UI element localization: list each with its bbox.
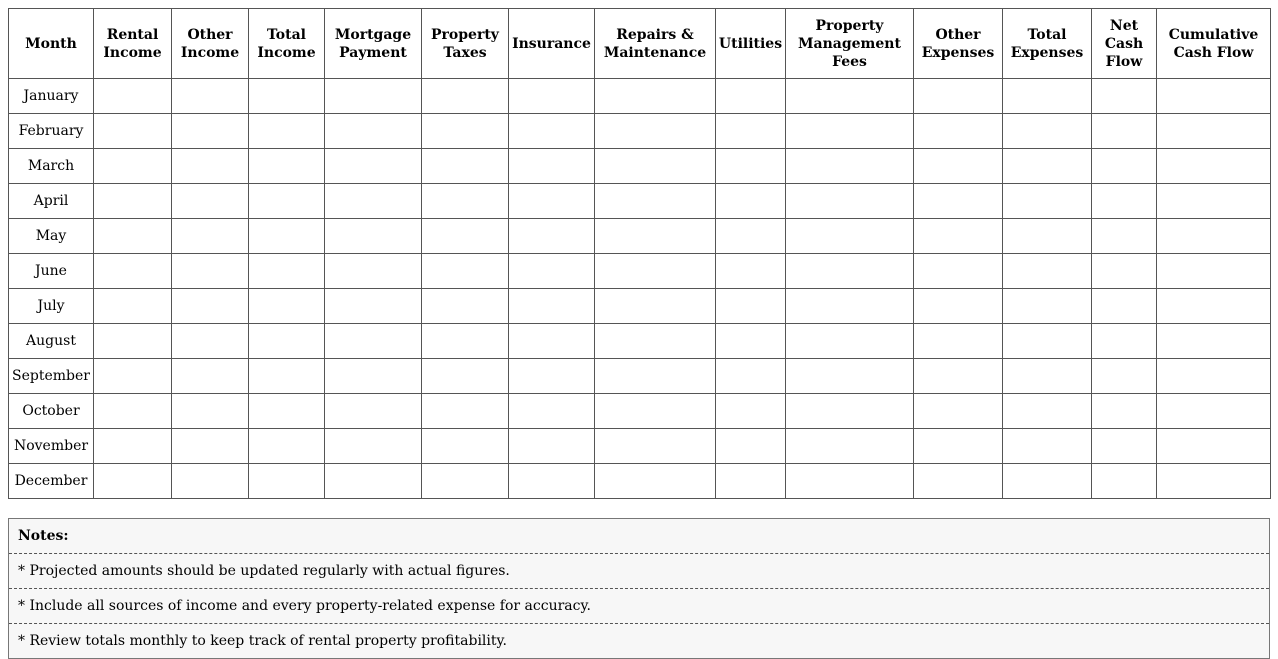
value-cell[interactable] <box>716 324 786 359</box>
value-cell[interactable] <box>1157 429 1271 464</box>
table-row <box>9 184 1271 219</box>
value-cell[interactable] <box>786 254 914 289</box>
value-cell[interactable] <box>172 359 249 394</box>
value-cell[interactable] <box>1092 289 1157 324</box>
value-cell[interactable] <box>1157 114 1271 149</box>
value-cell[interactable] <box>249 184 325 219</box>
value-cell[interactable] <box>914 184 1003 219</box>
table-row <box>9 289 1271 324</box>
header-row <box>9 9 1271 79</box>
month-cell: February <box>9 114 94 149</box>
value-cell[interactable] <box>716 464 786 499</box>
notes-title: Notes: <box>18 528 69 544</box>
value-cell[interactable] <box>1157 254 1271 289</box>
value-cell[interactable] <box>1092 184 1157 219</box>
value-cell[interactable] <box>914 394 1003 429</box>
value-cell[interactable] <box>595 464 716 499</box>
value-cell[interactable] <box>1157 149 1271 184</box>
value-cell[interactable] <box>595 394 716 429</box>
value-cell[interactable] <box>172 324 249 359</box>
value-cell[interactable] <box>914 254 1003 289</box>
month-cell: November <box>9 429 94 464</box>
note-item: * Review totals monthly to keep track of rental property profitability. <box>9 623 1269 658</box>
value-cell[interactable] <box>1003 359 1092 394</box>
value-cell[interactable] <box>1092 254 1157 289</box>
table-row <box>9 79 1271 114</box>
value-cell[interactable] <box>595 324 716 359</box>
value-cell[interactable] <box>1092 394 1157 429</box>
value-cell[interactable] <box>325 114 422 149</box>
value-cell[interactable] <box>509 114 595 149</box>
table-row <box>9 324 1271 359</box>
value-cell[interactable] <box>786 184 914 219</box>
value-cell[interactable] <box>325 359 422 394</box>
value-cell[interactable] <box>172 429 249 464</box>
value-cell[interactable] <box>509 464 595 499</box>
month-cell: March <box>9 149 94 184</box>
month-cell: September <box>9 359 94 394</box>
month-cell: June <box>9 254 94 289</box>
value-cell[interactable] <box>1003 429 1092 464</box>
table-row <box>9 394 1271 429</box>
value-cell[interactable] <box>249 429 325 464</box>
value-cell[interactable] <box>1092 324 1157 359</box>
value-cell[interactable] <box>1157 324 1271 359</box>
value-cell[interactable] <box>1003 114 1092 149</box>
value-cell[interactable] <box>914 324 1003 359</box>
value-cell[interactable] <box>914 219 1003 254</box>
value-cell[interactable] <box>595 79 716 114</box>
value-cell[interactable] <box>914 289 1003 324</box>
value-cell[interactable] <box>1157 219 1271 254</box>
month-cell: January <box>9 79 94 114</box>
value-cell[interactable] <box>422 289 509 324</box>
value-cell[interactable] <box>249 464 325 499</box>
value-cell[interactable] <box>1092 429 1157 464</box>
value-cell[interactable] <box>509 149 595 184</box>
value-cell[interactable] <box>1003 219 1092 254</box>
value-cell[interactable] <box>786 79 914 114</box>
value-cell[interactable] <box>509 394 595 429</box>
value-cell[interactable] <box>94 254 172 289</box>
value-cell[interactable] <box>716 289 786 324</box>
value-cell[interactable] <box>249 149 325 184</box>
value-cell[interactable] <box>172 219 249 254</box>
value-cell[interactable] <box>249 79 325 114</box>
month-cell: July <box>9 289 94 324</box>
value-cell[interactable] <box>422 394 509 429</box>
value-cell[interactable] <box>786 429 914 464</box>
value-cell[interactable] <box>325 184 422 219</box>
value-cell[interactable] <box>325 429 422 464</box>
value-cell[interactable] <box>94 184 172 219</box>
value-cell[interactable] <box>94 114 172 149</box>
value-cell[interactable] <box>94 394 172 429</box>
value-cell[interactable] <box>422 324 509 359</box>
value-cell[interactable] <box>1003 149 1092 184</box>
value-cell[interactable] <box>786 289 914 324</box>
value-cell[interactable] <box>595 114 716 149</box>
value-cell[interactable] <box>1157 79 1271 114</box>
value-cell[interactable] <box>1092 359 1157 394</box>
value-cell[interactable] <box>509 289 595 324</box>
notes-panel <box>8 518 1270 659</box>
value-cell[interactable] <box>716 219 786 254</box>
value-cell[interactable] <box>94 429 172 464</box>
value-cell[interactable] <box>716 79 786 114</box>
value-cell[interactable] <box>914 114 1003 149</box>
value-cell[interactable] <box>325 219 422 254</box>
col-header-total-income: Total Income <box>249 9 325 79</box>
value-cell[interactable] <box>716 429 786 464</box>
value-cell[interactable] <box>595 429 716 464</box>
value-cell[interactable] <box>94 324 172 359</box>
cash-flow-sheet <box>8 8 1270 499</box>
month-cell: August <box>9 324 94 359</box>
table-body <box>9 79 1271 499</box>
value-cell[interactable] <box>172 114 249 149</box>
value-cell[interactable] <box>509 429 595 464</box>
month-cell: December <box>9 464 94 499</box>
value-cell[interactable] <box>94 149 172 184</box>
value-cell[interactable] <box>422 114 509 149</box>
month-cell: April <box>9 184 94 219</box>
value-cell[interactable] <box>509 254 595 289</box>
value-cell[interactable] <box>716 149 786 184</box>
value-cell[interactable] <box>94 289 172 324</box>
value-cell[interactable] <box>595 254 716 289</box>
value-cell[interactable] <box>716 394 786 429</box>
value-cell[interactable] <box>325 464 422 499</box>
note-item: * Projected amounts should be updated regularly with actual figures. <box>9 553 1269 588</box>
col-header-repairs-maintenance: Repairs & Maintenance <box>595 9 716 79</box>
table-row <box>9 429 1271 464</box>
value-cell[interactable] <box>172 79 249 114</box>
value-cell[interactable] <box>325 324 422 359</box>
table-row <box>9 464 1271 499</box>
value-cell[interactable] <box>595 184 716 219</box>
value-cell[interactable] <box>249 289 325 324</box>
value-cell[interactable] <box>172 184 249 219</box>
col-header-other-expenses: Other Expenses <box>914 9 1003 79</box>
value-cell[interactable] <box>595 289 716 324</box>
col-header-property-taxes: Property Taxes <box>422 9 509 79</box>
value-cell[interactable] <box>1157 359 1271 394</box>
table-row <box>9 149 1271 184</box>
value-cell[interactable] <box>249 394 325 429</box>
value-cell[interactable] <box>422 219 509 254</box>
value-cell[interactable] <box>1157 394 1271 429</box>
value-cell[interactable] <box>786 464 914 499</box>
value-cell[interactable] <box>1003 394 1092 429</box>
value-cell[interactable] <box>786 149 914 184</box>
value-cell[interactable] <box>509 359 595 394</box>
value-cell[interactable] <box>1157 464 1271 499</box>
value-cell[interactable] <box>325 149 422 184</box>
value-cell[interactable] <box>509 324 595 359</box>
value-cell[interactable] <box>1092 79 1157 114</box>
col-header-rental-income: Rental Income <box>94 9 172 79</box>
value-cell[interactable] <box>1157 289 1271 324</box>
value-cell[interactable] <box>716 254 786 289</box>
value-cell[interactable] <box>1092 219 1157 254</box>
value-cell[interactable] <box>1003 79 1092 114</box>
value-cell[interactable] <box>422 359 509 394</box>
value-cell[interactable] <box>422 184 509 219</box>
value-cell[interactable] <box>172 289 249 324</box>
value-cell[interactable] <box>786 114 914 149</box>
value-cell[interactable] <box>1157 184 1271 219</box>
value-cell[interactable] <box>716 114 786 149</box>
value-cell[interactable] <box>422 149 509 184</box>
table-row <box>9 359 1271 394</box>
value-cell[interactable] <box>325 394 422 429</box>
value-cell[interactable] <box>422 429 509 464</box>
value-cell[interactable] <box>509 184 595 219</box>
value-cell[interactable] <box>914 359 1003 394</box>
value-cell[interactable] <box>595 359 716 394</box>
value-cell[interactable] <box>249 114 325 149</box>
month-cell: October <box>9 394 94 429</box>
col-header-mortgage-payment: Mortgage Payment <box>325 9 422 79</box>
col-header-property-management-fees: Property Management Fees <box>786 9 914 79</box>
table-row <box>9 219 1271 254</box>
col-header-month: Month <box>9 9 94 79</box>
value-cell[interactable] <box>1092 149 1157 184</box>
value-cell[interactable] <box>716 184 786 219</box>
month-cell: May <box>9 219 94 254</box>
value-cell[interactable] <box>786 219 914 254</box>
value-cell[interactable] <box>249 219 325 254</box>
value-cell[interactable] <box>914 429 1003 464</box>
value-cell[interactable] <box>1092 114 1157 149</box>
note-item: * Include all sources of income and every property-related expense for accuracy. <box>9 588 1269 623</box>
value-cell[interactable] <box>509 79 595 114</box>
col-header-total-expenses: Total Expenses <box>1003 9 1092 79</box>
value-cell[interactable] <box>249 324 325 359</box>
value-cell[interactable] <box>786 394 914 429</box>
value-cell[interactable] <box>94 464 172 499</box>
col-header-utilities: Utilities <box>716 9 786 79</box>
value-cell[interactable] <box>249 254 325 289</box>
value-cell[interactable] <box>172 394 249 429</box>
value-cell[interactable] <box>325 289 422 324</box>
value-cell[interactable] <box>716 359 786 394</box>
table-row <box>9 114 1271 149</box>
value-cell[interactable] <box>172 149 249 184</box>
cash-flow-table <box>8 8 1271 499</box>
value-cell[interactable] <box>172 254 249 289</box>
col-header-cumulative-cash-flow: Cumulative Cash Flow <box>1157 9 1271 79</box>
value-cell[interactable] <box>1003 289 1092 324</box>
value-cell[interactable] <box>325 254 422 289</box>
value-cell[interactable] <box>172 464 249 499</box>
value-cell[interactable] <box>94 79 172 114</box>
value-cell[interactable] <box>325 79 422 114</box>
col-header-net-cash-flow: Net Cash Flow <box>1092 9 1157 79</box>
value-cell[interactable] <box>1003 254 1092 289</box>
col-header-insurance: Insurance <box>509 9 595 79</box>
value-cell[interactable] <box>914 149 1003 184</box>
value-cell[interactable] <box>595 149 716 184</box>
value-cell[interactable] <box>786 324 914 359</box>
value-cell[interactable] <box>914 79 1003 114</box>
value-cell[interactable] <box>914 464 1003 499</box>
value-cell[interactable] <box>1003 464 1092 499</box>
value-cell[interactable] <box>1092 464 1157 499</box>
value-cell[interactable] <box>94 359 172 394</box>
value-cell[interactable] <box>1003 184 1092 219</box>
value-cell[interactable] <box>595 219 716 254</box>
col-header-other-income: Other Income <box>172 9 249 79</box>
value-cell[interactable] <box>422 464 509 499</box>
value-cell[interactable] <box>422 254 509 289</box>
table-row <box>9 254 1271 289</box>
value-cell[interactable] <box>509 219 595 254</box>
value-cell[interactable] <box>786 359 914 394</box>
value-cell[interactable] <box>422 79 509 114</box>
value-cell[interactable] <box>249 359 325 394</box>
value-cell[interactable] <box>1003 324 1092 359</box>
value-cell[interactable] <box>94 219 172 254</box>
